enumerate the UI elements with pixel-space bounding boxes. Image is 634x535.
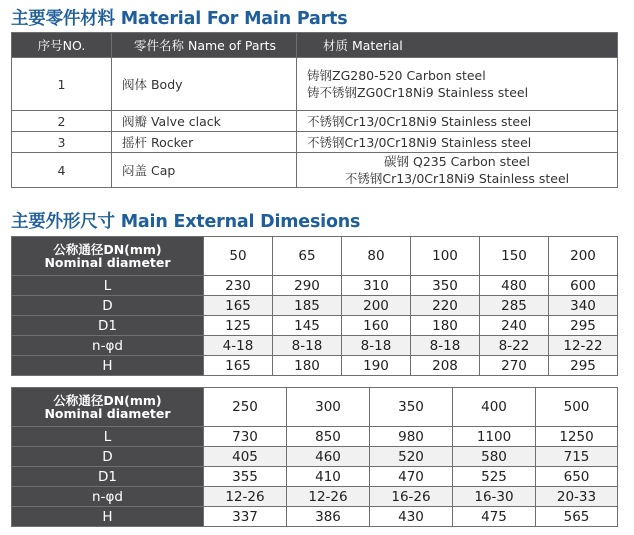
table-row	[12, 507, 618, 527]
materials-table	[11, 32, 618, 188]
row-label: L	[12, 427, 204, 447]
value-cell: 240	[480, 316, 549, 336]
dn-cell: 65	[273, 237, 342, 276]
value-cell: 430	[370, 507, 453, 527]
material-line: 不锈钢Cr13/0Cr18Ni9 Stainless steel	[344, 171, 570, 186]
value-cell: 165	[204, 296, 273, 316]
value-cell: 8-18	[273, 336, 342, 356]
row-label: D	[12, 296, 204, 316]
table-row	[12, 132, 618, 153]
value-cell: 650	[536, 467, 618, 487]
value-cell: 1100	[453, 427, 536, 447]
nominal-diameter-cn: 公称通径DN(mm)	[53, 393, 162, 408]
table-row	[12, 467, 618, 487]
dimensions-section-title: 主要外形尺寸 Main External Dimesions	[11, 212, 361, 232]
value-cell: 295	[549, 356, 618, 376]
dimensions-table-1	[11, 236, 618, 376]
value-cell: 405	[204, 447, 287, 467]
value-cell: 20-33	[536, 487, 618, 507]
row-label: H	[12, 507, 204, 527]
row-label: n-φd	[12, 336, 204, 356]
material-line: 不锈钢Cr13/0Cr18Ni9 Stainless steel	[307, 134, 532, 150]
header-material: 材质 Material	[297, 33, 618, 58]
value-cell: 180	[273, 356, 342, 376]
value-cell: 470	[370, 467, 453, 487]
value-cell: 520	[370, 447, 453, 467]
value-cell: 8-18	[411, 336, 480, 356]
row-label: D	[12, 447, 204, 467]
value-cell: 386	[287, 507, 370, 527]
dimensions-table-2	[11, 387, 618, 527]
table-row	[12, 316, 618, 336]
dn-cell: 100	[411, 237, 480, 276]
material-line: 不锈钢Cr13/0Cr18Ni9 Stainless steel	[307, 113, 532, 129]
value-cell: 16-30	[453, 487, 536, 507]
value-cell: 850	[287, 427, 370, 447]
dn-cell: 350	[370, 388, 453, 427]
value-cell: 200	[342, 296, 411, 316]
table-row	[12, 487, 618, 507]
value-cell: 230	[204, 276, 273, 296]
nominal-diameter-cn: 公称通径DN(mm)	[53, 242, 162, 257]
part-name: 闷盖 Cap	[112, 153, 297, 188]
table-row	[12, 447, 618, 467]
dn-header-row	[12, 388, 618, 427]
materials-table-header	[12, 33, 618, 58]
table-row	[12, 153, 618, 188]
value-cell: 220	[411, 296, 480, 316]
table-row	[12, 276, 618, 296]
value-cell: 180	[411, 316, 480, 336]
value-cell: 285	[480, 296, 549, 316]
material-line: 碳钢 Q235 Carbon steel	[384, 154, 530, 169]
dn-cell: 250	[204, 388, 287, 427]
row-label: L	[12, 276, 204, 296]
row-label: D1	[12, 467, 204, 487]
value-cell: 565	[536, 507, 618, 527]
value-cell: 480	[480, 276, 549, 296]
part-no: 3	[12, 132, 112, 153]
value-cell: 4-18	[204, 336, 273, 356]
value-cell: 160	[342, 316, 411, 336]
value-cell: 270	[480, 356, 549, 376]
nominal-diameter-header	[12, 388, 204, 427]
part-no: 4	[12, 153, 112, 188]
value-cell: 12-26	[287, 487, 370, 507]
value-cell: 715	[536, 447, 618, 467]
part-no: 2	[12, 111, 112, 132]
header-no: 序号NO.	[12, 33, 112, 58]
dn-cell: 300	[287, 388, 370, 427]
value-cell: 190	[342, 356, 411, 376]
value-cell: 16-26	[370, 487, 453, 507]
value-cell: 310	[342, 276, 411, 296]
part-name: 阀瓣 Valve clack	[112, 111, 297, 132]
dn-cell: 150	[480, 237, 549, 276]
value-cell: 340	[549, 296, 618, 316]
dn-cell: 80	[342, 237, 411, 276]
header-part-name: 零件名称 Name of Parts	[112, 33, 297, 58]
value-cell: 295	[549, 316, 618, 336]
value-cell: 525	[453, 467, 536, 487]
value-cell: 8-18	[342, 336, 411, 356]
value-cell: 730	[204, 427, 287, 447]
value-cell: 125	[204, 316, 273, 336]
nominal-diameter-en: Nominal diameter	[44, 406, 171, 421]
nominal-diameter-en: Nominal diameter	[44, 255, 171, 270]
table-row	[12, 111, 618, 132]
table-row	[12, 58, 618, 111]
value-cell: 12-26	[204, 487, 287, 507]
material-line: 铸钢ZG280-520 Carbon steel	[307, 68, 486, 83]
dn-cell: 400	[453, 388, 536, 427]
value-cell: 980	[370, 427, 453, 447]
value-cell: 410	[287, 467, 370, 487]
value-cell: 290	[273, 276, 342, 296]
value-cell: 350	[411, 276, 480, 296]
dn-cell: 500	[536, 388, 618, 427]
nominal-diameter-header	[12, 237, 204, 276]
part-material	[297, 58, 618, 111]
part-no: 1	[12, 58, 112, 111]
value-cell: 185	[273, 296, 342, 316]
material-line: 铸不锈钢ZG0Cr18Ni9 Stainless steel	[307, 85, 529, 100]
table-row	[12, 427, 618, 447]
part-material	[297, 111, 618, 132]
value-cell: 460	[287, 447, 370, 467]
table-row	[12, 356, 618, 376]
value-cell: 600	[549, 276, 618, 296]
part-material	[297, 132, 618, 153]
part-material	[297, 153, 618, 188]
value-cell: 165	[204, 356, 273, 376]
row-label: n-φd	[12, 487, 204, 507]
table-row	[12, 296, 618, 316]
table-row	[12, 336, 618, 356]
dn-cell: 50	[204, 237, 273, 276]
value-cell: 1250	[536, 427, 618, 447]
value-cell: 12-22	[549, 336, 618, 356]
row-label: H	[12, 356, 204, 376]
part-name: 摇杆 Rocker	[112, 132, 297, 153]
part-name: 阀体 Body	[112, 58, 297, 111]
value-cell: 208	[411, 356, 480, 376]
row-label: D1	[12, 316, 204, 336]
value-cell: 475	[453, 507, 536, 527]
dn-cell: 200	[549, 237, 618, 276]
value-cell: 355	[204, 467, 287, 487]
materials-section-title: 主要零件材料 Material For Main Parts	[11, 9, 348, 29]
value-cell: 337	[204, 507, 287, 527]
value-cell: 8-22	[480, 336, 549, 356]
dn-header-row	[12, 237, 618, 276]
value-cell: 145	[273, 316, 342, 336]
value-cell: 580	[453, 447, 536, 467]
